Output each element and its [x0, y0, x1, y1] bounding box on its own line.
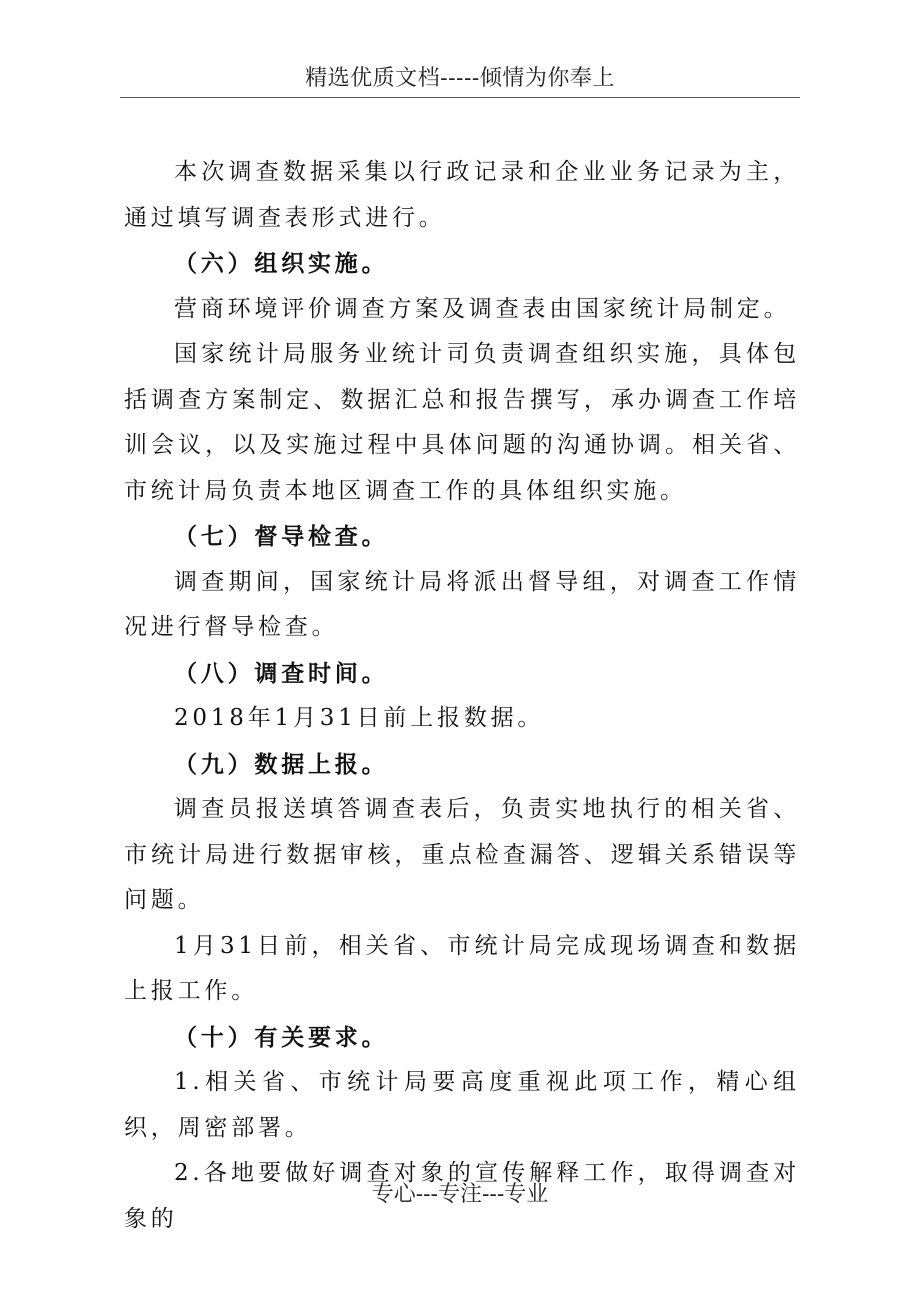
section-heading-requirements: （十）有关要求。 — [174, 1023, 389, 1051]
page-footer: 专心---专注---专业 — [371, 1182, 549, 1207]
header-divider — [120, 97, 800, 98]
paragraph-schedule: 2018年1月31日前上报数据。 — [174, 705, 545, 731]
section-heading-schedule: （八）调查时间。 — [174, 659, 389, 687]
paragraph-implementation-responsibility: 国家统计局服务业统计司负责调查组织实施，具体包括调查方案制定、数据汇总和报告撰写，承办调查工作培训会议，以及实施过程中具体问题的沟通协调。相关省、市统计局负责本地区调查工作的具体组织实施。 — [124, 341, 800, 504]
paragraph-requirement-1: 1.相关省、市统计局要高度重视此项工作，精心组织，周密部署。 — [124, 1069, 800, 1141]
paragraph-supervision: 调查期间，国家统计局将派出督导组，对调查工作情况进行督导检查。 — [124, 568, 800, 640]
paragraph-data-review: 调查员报送填答调查表后，负责实地执行的相关省、市统计局进行数据审核，重点检查漏答、逻辑关系错误等问题。 — [124, 796, 800, 913]
section-heading-reporting: （九）数据上报。 — [174, 750, 389, 778]
page-header: 精选优质文档-----倾情为你奉上 — [305, 66, 615, 91]
paragraph-data-collection: 本次调查数据采集以行政记录和企业业务记录为主，通过填写调查表形式进行。 — [124, 159, 800, 231]
section-heading-supervision: （七）督导检查。 — [174, 523, 389, 550]
section-heading-organization: （六）组织实施。 — [174, 250, 389, 277]
paragraph-deadline: 1月31日前，相关省、市统计局完成现场调查和数据上报工作。 — [124, 932, 800, 1004]
document-body — [124, 150, 800, 1242]
paragraph-plan-formulation: 营商环境评价调查方案及调查表由国家统计局制定。 — [174, 295, 791, 322]
paragraph-requirement-2: 2.各地要做好调查对象的宣传解释工作，取得调查对象的 — [124, 1160, 800, 1232]
